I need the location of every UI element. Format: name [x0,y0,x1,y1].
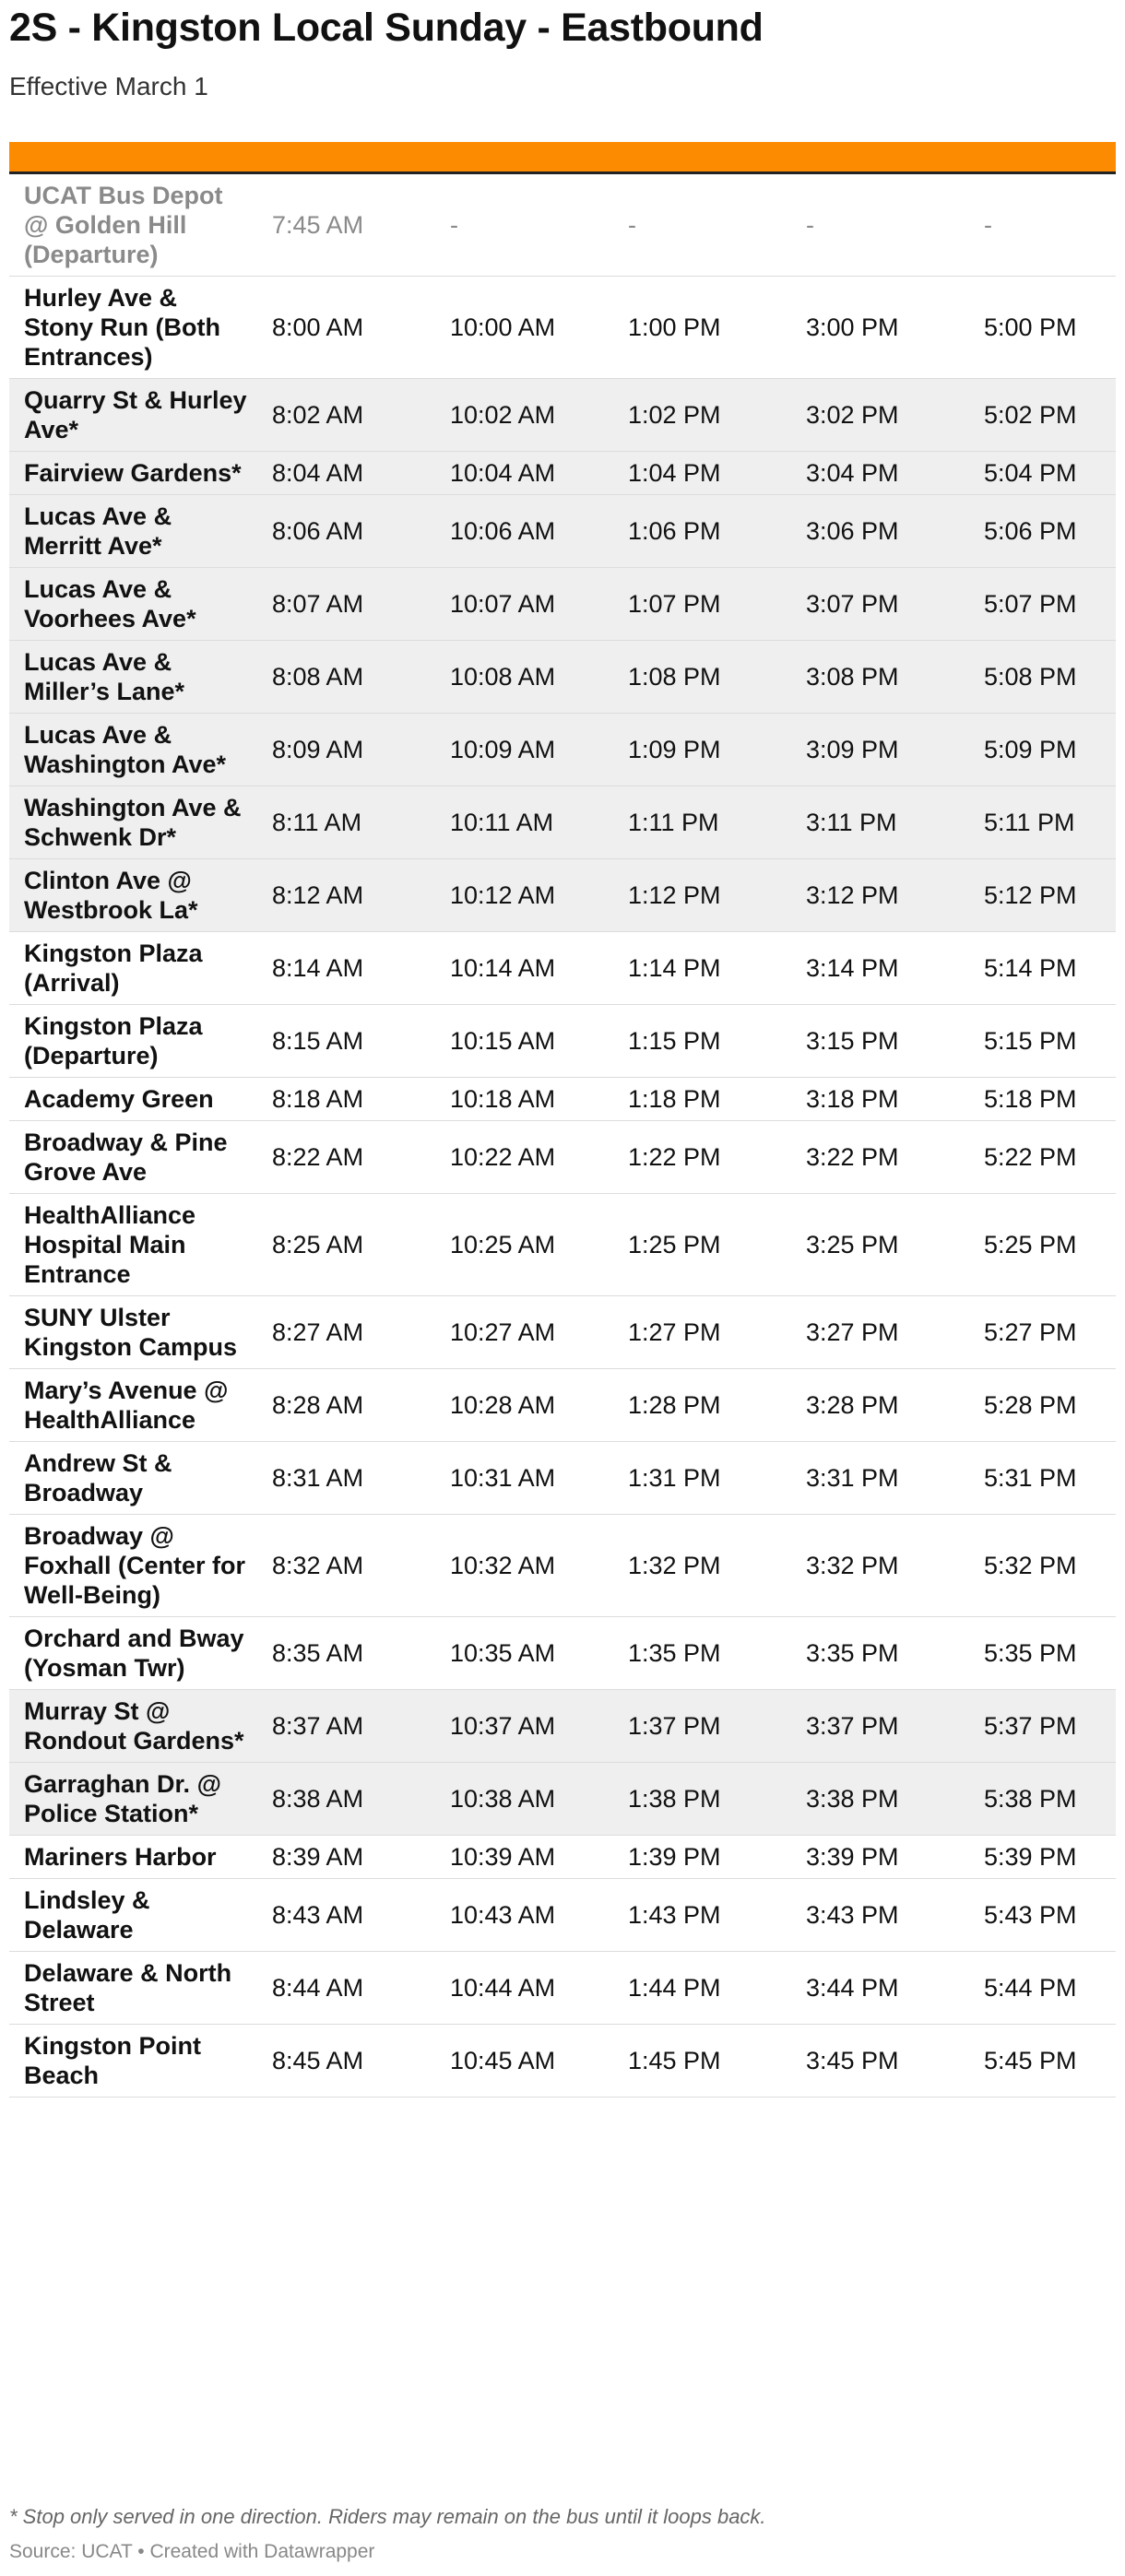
table-row [9,1836,1116,1879]
departure-time: 1:14 PM [614,932,792,1005]
departure-time: 5:15 PM [970,1005,1116,1078]
departure-time: 3:12 PM [792,859,970,932]
departure-time: 8:15 AM [258,1005,436,1078]
departure-time: 10:44 AM [436,1952,614,2025]
departure-time: 5:43 PM [970,1879,1116,1952]
table-row [9,1879,1116,1952]
departure-time: 1:08 PM [614,641,792,714]
stop-name: Broadway @ Foxhall (Center for Well-Being) [9,1515,258,1617]
departure-time: 10:22 AM [436,1121,614,1194]
table-row [9,2025,1116,2097]
departure-time: 3:09 PM [792,714,970,786]
departure-time: 5:39 PM [970,1836,1116,1879]
departure-time: 8:11 AM [258,786,436,859]
departure-time: 5:14 PM [970,932,1116,1005]
departure-time: 10:12 AM [436,859,614,932]
departure-time: 10:32 AM [436,1515,614,1617]
departure-time: 8:27 AM [258,1296,436,1369]
departure-time: 3:28 PM [792,1369,970,1442]
departure-time: 10:07 AM [436,568,614,641]
stop-name: Lucas Ave & Merritt Ave* [9,495,258,568]
departure-time: 10:37 AM [436,1690,614,1763]
stop-name: Broadway & Pine Grove Ave [9,1121,258,1194]
table-row [9,174,1116,277]
departure-time: - [614,174,792,277]
table-row [9,1442,1116,1515]
departure-time: 5:44 PM [970,1952,1116,2025]
departure-time: 3:35 PM [792,1617,970,1690]
table-row [9,277,1116,379]
departure-time: 1:09 PM [614,714,792,786]
departure-time: 8:45 AM [258,2025,436,2097]
schedule-table-body [9,174,1116,2097]
departure-time: 1:45 PM [614,2025,792,2097]
table-row [9,1617,1116,1690]
table-row [9,1515,1116,1617]
departure-time: 1:39 PM [614,1836,792,1879]
departure-time: 10:08 AM [436,641,614,714]
departure-time: 8:12 AM [258,859,436,932]
departure-time: 8:08 AM [258,641,436,714]
table-row [9,495,1116,568]
departure-time: 5:25 PM [970,1194,1116,1296]
table-row [9,1005,1116,1078]
stop-name: Delaware & North Street [9,1952,258,2025]
departure-time: 3:07 PM [792,568,970,641]
table-row [9,1763,1116,1836]
departure-time: 8:35 AM [258,1617,436,1690]
departure-time: 1:00 PM [614,277,792,379]
departure-time: 8:22 AM [258,1121,436,1194]
departure-time: 1:35 PM [614,1617,792,1690]
departure-time: 1:04 PM [614,452,792,495]
stop-name: Fairview Gardens* [9,452,258,495]
stop-name: Murray St @ Rondout Gardens* [9,1690,258,1763]
departure-time: 5:28 PM [970,1369,1116,1442]
departure-time: 10:18 AM [436,1078,614,1121]
departure-time: 5:11 PM [970,786,1116,859]
departure-time: 3:22 PM [792,1121,970,1194]
departure-time: 10:09 AM [436,714,614,786]
departure-time: 10:02 AM [436,379,614,452]
departure-time: 5:09 PM [970,714,1116,786]
departure-time: 10:31 AM [436,1442,614,1515]
departure-time: 5:08 PM [970,641,1116,714]
departure-time: 10:39 AM [436,1836,614,1879]
departure-time: 5:00 PM [970,277,1116,379]
departure-time: 1:25 PM [614,1194,792,1296]
departure-time: 8:07 AM [258,568,436,641]
departure-time: 3:44 PM [792,1952,970,2025]
departure-time: 1:07 PM [614,568,792,641]
departure-time: 5:04 PM [970,452,1116,495]
departure-time: - [436,174,614,277]
departure-time: 8:38 AM [258,1763,436,1836]
departure-time: 3:18 PM [792,1078,970,1121]
table-row [9,1296,1116,1369]
table-row [9,452,1116,495]
table-row [9,1690,1116,1763]
departure-time: 5:18 PM [970,1078,1116,1121]
departure-time: 1:43 PM [614,1879,792,1952]
stop-name: Academy Green [9,1078,258,1121]
departure-time: 5:07 PM [970,568,1116,641]
departure-time: 1:37 PM [614,1690,792,1763]
departure-time: 3:04 PM [792,452,970,495]
table-row [9,786,1116,859]
departure-time: 1:12 PM [614,859,792,932]
stop-name: Clinton Ave @ Westbrook La* [9,859,258,932]
departure-time: 8:04 AM [258,452,436,495]
departure-time: 10:00 AM [436,277,614,379]
departure-time: 1:06 PM [614,495,792,568]
table-row [9,379,1116,452]
stop-name: Kingston Plaza (Departure) [9,1005,258,1078]
departure-time: 3:39 PM [792,1836,970,1879]
departure-time: 3:02 PM [792,379,970,452]
departure-time: 7:45 AM [258,174,436,277]
departure-time: 3:37 PM [792,1690,970,1763]
departure-time: 3:43 PM [792,1879,970,1952]
departure-time: 5:31 PM [970,1442,1116,1515]
table-row [9,1078,1116,1121]
departure-time: 1:15 PM [614,1005,792,1078]
departure-time: 8:39 AM [258,1836,436,1879]
stop-name: Mariners Harbor [9,1836,258,1879]
departure-time: 3:25 PM [792,1194,970,1296]
stop-name: Kingston Point Beach [9,2025,258,2097]
departure-time: 8:32 AM [258,1515,436,1617]
stop-name: Lucas Ave & Washington Ave* [9,714,258,786]
table-row [9,641,1116,714]
departure-time: 3:38 PM [792,1763,970,1836]
departure-time: 8:09 AM [258,714,436,786]
departure-time: 3:11 PM [792,786,970,859]
stop-name: Garraghan Dr. @ Police Station* [9,1763,258,1836]
departure-time: 10:27 AM [436,1296,614,1369]
table-row [9,714,1116,786]
departure-time: 5:22 PM [970,1121,1116,1194]
schedule-table [9,174,1116,2097]
stop-name: SUNY Ulster Kingston Campus [9,1296,258,1369]
stop-name: Kingston Plaza (Arrival) [9,932,258,1005]
departure-time: 5:06 PM [970,495,1116,568]
departure-time: 1:02 PM [614,379,792,452]
departure-time: 10:25 AM [436,1194,614,1296]
stop-name: Washington Ave & Schwenk Dr* [9,786,258,859]
table-row [9,859,1116,932]
stop-name: HealthAlliance Hospital Main Entrance [9,1194,258,1296]
departure-time: 1:38 PM [614,1763,792,1836]
departure-time: 5:45 PM [970,2025,1116,2097]
stop-name: Quarry St & Hurley Ave* [9,379,258,452]
departure-time: 1:31 PM [614,1442,792,1515]
departure-time: 8:18 AM [258,1078,436,1121]
departure-time: - [970,174,1116,277]
departure-time: 5:27 PM [970,1296,1116,1369]
stop-name: Orchard and Bway (Yosman Twr) [9,1617,258,1690]
departure-time: 8:37 AM [258,1690,436,1763]
departure-time: 1:28 PM [614,1369,792,1442]
departure-time: 8:28 AM [258,1369,436,1442]
departure-time: 10:11 AM [436,786,614,859]
stop-name: Mary’s Avenue @ HealthAlliance [9,1369,258,1442]
table-row [9,1952,1116,2025]
departure-time: 8:44 AM [258,1952,436,2025]
departure-time: 3:27 PM [792,1296,970,1369]
departure-time: 10:43 AM [436,1879,614,1952]
departure-time: 1:32 PM [614,1515,792,1617]
table-header-bar [9,142,1116,174]
departure-time: 8:14 AM [258,932,436,1005]
departure-time: 5:12 PM [970,859,1116,932]
stop-name: Lucas Ave & Voorhees Ave* [9,568,258,641]
departure-time: 3:15 PM [792,1005,970,1078]
departure-time: 1:22 PM [614,1121,792,1194]
departure-time: 1:44 PM [614,1952,792,2025]
departure-time: 3:08 PM [792,641,970,714]
departure-time: 10:28 AM [436,1369,614,1442]
departure-time: 1:11 PM [614,786,792,859]
departure-time: 5:37 PM [970,1690,1116,1763]
departure-time: 3:31 PM [792,1442,970,1515]
stop-name: UCAT Bus Depot @ Golden Hill (Departure) [9,174,258,277]
departure-time: 3:32 PM [792,1515,970,1617]
departure-time: 1:27 PM [614,1296,792,1369]
departure-time: 8:31 AM [258,1442,436,1515]
stop-name: Lucas Ave & Miller’s Lane* [9,641,258,714]
departure-time: 8:43 AM [258,1879,436,1952]
table-row [9,1369,1116,1442]
departure-time: 5:02 PM [970,379,1116,452]
departure-time: 10:04 AM [436,452,614,495]
table-row [9,568,1116,641]
departure-time: 10:06 AM [436,495,614,568]
departure-time: 8:02 AM [258,379,436,452]
departure-time: - [792,174,970,277]
stop-name: Lindsley & Delaware [9,1879,258,1952]
stop-name: Andrew St & Broadway [9,1442,258,1515]
departure-time: 10:45 AM [436,2025,614,2097]
departure-time: 10:35 AM [436,1617,614,1690]
table-row [9,1194,1116,1296]
departure-time: 5:35 PM [970,1617,1116,1690]
stop-name: Hurley Ave & Stony Run (Both Entrances) [9,277,258,379]
departure-time: 5:32 PM [970,1515,1116,1617]
departure-time: 3:00 PM [792,277,970,379]
departure-time: 10:14 AM [436,932,614,1005]
departure-time: 5:38 PM [970,1763,1116,1836]
departure-time: 3:14 PM [792,932,970,1005]
departure-time: 3:06 PM [792,495,970,568]
table-row [9,1121,1116,1194]
page-title: 2S - Kingston Local Sunday - Eastbound [9,6,764,50]
departure-time: 10:38 AM [436,1763,614,1836]
departure-time: 1:18 PM [614,1078,792,1121]
departure-time: 3:45 PM [792,2025,970,2097]
departure-time: 10:15 AM [436,1005,614,1078]
departure-time: 8:06 AM [258,495,436,568]
footnote: * Stop only served in one direction. Riders may remain on the bus until it loops back. [9,2505,766,2528]
source-credit: Source: UCAT • Created with Datawrapper [9,2541,375,2562]
page-subtitle: Effective March 1 [9,72,208,100]
departure-time: 8:00 AM [258,277,436,379]
departure-time: 8:25 AM [258,1194,436,1296]
table-row [9,932,1116,1005]
